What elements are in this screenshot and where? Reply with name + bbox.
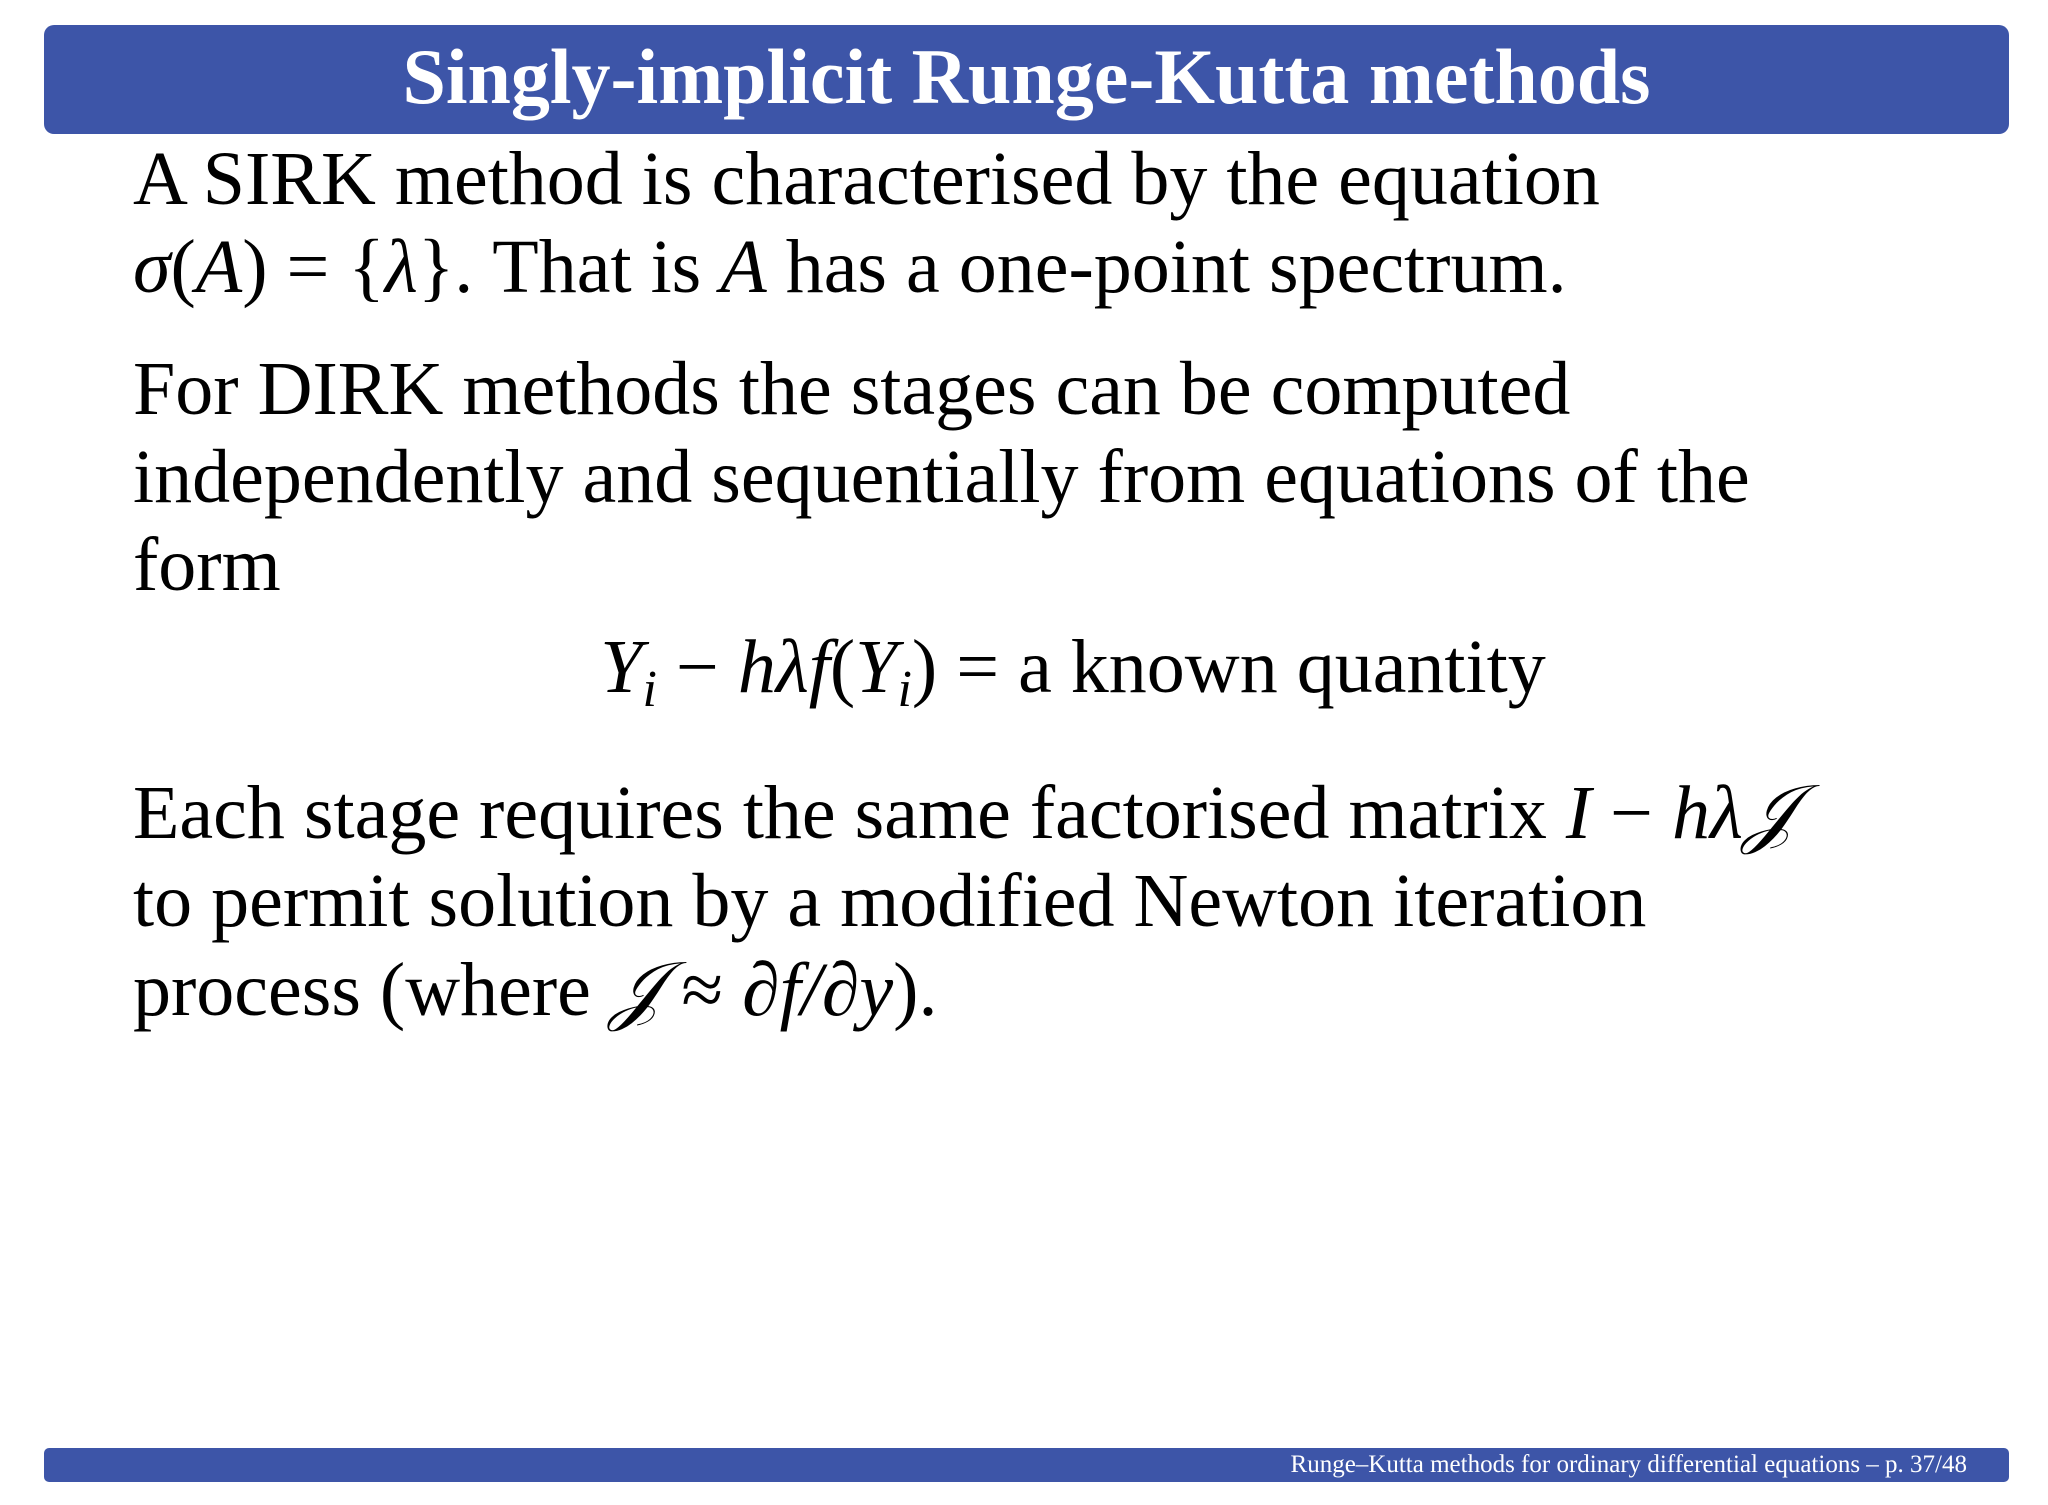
dirk-line-1: For DIRK methods the stages can be computed: [133, 347, 1571, 431]
stage-line-1: [133, 768, 1893, 857]
title-bar: [44, 25, 2009, 134]
math-approx: ≈: [662, 948, 743, 1032]
eq-sub-i-2: i: [897, 661, 912, 718]
eq-known-quantity: a known quantity: [1018, 625, 1546, 709]
math-close-brace: }: [417, 225, 455, 309]
eq-sub-i: i: [642, 661, 657, 718]
sirk-line-1: A SIRK method is characterised by the equation: [133, 137, 1600, 221]
eq-open-paren: (: [829, 625, 856, 709]
paragraph-stage: [133, 768, 1893, 1034]
stage-text-process: process (where: [133, 948, 610, 1032]
math-A-2: A: [720, 225, 767, 309]
sirk-line-2: [133, 223, 1893, 311]
slide-content: [133, 135, 1893, 1034]
stage-line-3: [133, 945, 1893, 1034]
footer-bar: [44, 1448, 2009, 1482]
dirk-line-3: form: [133, 523, 281, 607]
math-A: A: [195, 225, 243, 309]
math-sigma: σ: [133, 225, 171, 309]
math-lambda: λ: [384, 225, 418, 309]
eq-h-lambda-f: hλf: [737, 625, 830, 709]
math-partial-derivative: ∂f/∂y: [742, 948, 894, 1032]
stage-text: Each stage requires the same factorised matrix: [133, 771, 1566, 855]
math-script-J-2: 𝒥: [609, 944, 663, 1033]
paragraph-dirk: [133, 345, 1893, 734]
footer-text: Runge–Kutta methods for ordinary differential equations – p. 37/48: [1290, 1451, 1967, 1478]
math-script-J: 𝒥: [1742, 767, 1796, 856]
eq-minus: −: [656, 625, 738, 709]
eq-Y: Y: [600, 625, 643, 709]
stage-line-2: to permit solution by a modified Newton iteration: [133, 859, 1647, 943]
paragraph-sirk: [133, 135, 1893, 311]
math-close-equals-brace: ) = {: [242, 225, 385, 309]
slide-title: Singly-implicit Runge-Kutta methods: [402, 32, 1651, 120]
sirk-text-spectrum: has a one-point spectrum.: [766, 225, 1567, 309]
display-equation: [253, 623, 1893, 734]
eq-close-equals: ) =: [911, 625, 1019, 709]
stage-text-close: ).: [893, 948, 938, 1032]
math-open-paren: (: [170, 225, 196, 309]
sirk-text-that-is: . That is: [454, 225, 721, 309]
math-h-lambda: hλ: [1672, 771, 1743, 855]
eq-Y-2: Y: [855, 625, 898, 709]
math-minus: −: [1591, 771, 1673, 855]
dirk-line-2: independently and sequentially from equations of the: [133, 435, 1750, 519]
math-I: I: [1565, 771, 1592, 855]
